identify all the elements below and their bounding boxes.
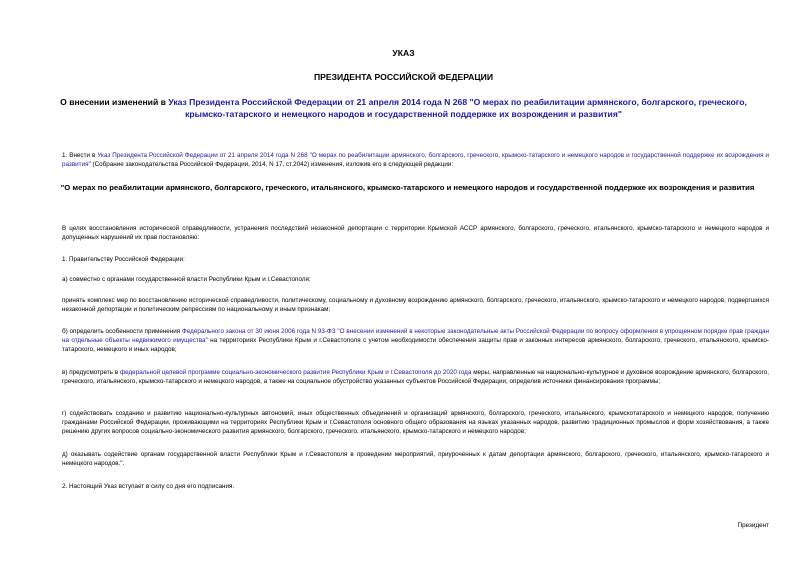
paragraph-g: г) содействовать созданию и развитию национально-культурных автономий, иных общественных объединений и организаций армянского, болгарского, греческого, итальянского, крымскотатарского и немецкого народов, получению гражданами Российской Федерации, проживающими на территориях Республики Крым и г.Севастополя основного общего образования на языках указанных народов, развитию традиционных промыслов и форм хозяйствования, а также решению других вопросов социально-экономического развития армянского, болгарского, греческого, итальянского, крымско-татарского и немецкого народов;	[62, 410, 769, 436]
paragraph-1-suffix: (Собрание законодательства Российской Федерации, 2014, N 17, ст.2042) изменения, изложив его в следующей редакции:	[90, 161, 454, 169]
paragraph-b	[62, 327, 769, 354]
paragraph-2: 2. Настоящий Указ вступает в силу со дня его подписания.	[62, 483, 235, 490]
signature-label: Президент	[737, 522, 769, 529]
quoted-title: "О мерах по реабилитации армянского, болгарского, греческого, итальянского, крымско-татарского и немецкого народов и государственной поддержке их возрождения и развития	[60, 183, 755, 192]
paragraph-b-prefix: б) определить особенности применения	[62, 328, 183, 335]
paragraph-a: а) совместно с органами государственной власти Республики Крым и г.Севастополя:	[62, 276, 311, 283]
decree-title: УКАЗ	[392, 48, 415, 58]
paragraph-1	[62, 151, 769, 169]
decree-subtitle: ПРЕЗИДЕНТА РОССИЙСКОЙ ФЕДЕРАЦИИ	[313, 72, 494, 82]
paragraph-1-prefix: 1. Внести в	[62, 152, 98, 159]
lead-prefix: О внесении изменений в	[60, 97, 169, 107]
paragraph-v	[62, 368, 769, 386]
paragraph-v-link[interactable]: федеральной целевой программе социально-экономического развития Республики Крым и г.Севастополя до 2020 года	[119, 369, 472, 376]
paragraph-government: 1. Правительству Российской Федерации:	[62, 256, 185, 263]
lead-heading	[46, 96, 761, 120]
paragraph-d: д) оказывать содействие органам государственной власти Республики Крым и г.Севастополя в проведении мероприятий, приуроченных к датам депортации армянского, болгарского, греческого, итальянского, крымско-татарского и немецкого народов.".	[62, 451, 769, 468]
lead-link[interactable]: Указ Президента Российской Федерации от 21 апреля 2014 года N 268 "О мерах по реабилитации армянского, болгарского, греческого, крымско-татарского и немецкого народов и государственной поддержке их возрождения и развития"	[168, 97, 747, 119]
paragraph-b-link[interactable]: Федерального закона от 30 июня 2006 года N 93-ФЗ "О внесении изменений в некоторые законодательные акты Российской Федерации по вопросу оформления в упрощенном порядке прав граждан на отдельные объекты недвижимого имущества"	[62, 328, 769, 345]
paragraph-b-suffix: на территориях Республики Крым и г.Севастополя с учетом необходимости обеспечения защиты прав и законных интересов армянского, болгарского, греческого, итальянского, крымско-татарского, немецкого и иных народов;	[62, 337, 769, 354]
paragraph-accept: принять комплекс мер по восстановлению исторической справедливости, политическому, социальному и духовному возрождению армянского, болгарского, греческого, итальянского, крымско-татарского и немецкого народов, подвергшихся незаконной депортации и политическим репрессиям по национальному и иным признакам;	[62, 297, 769, 314]
paragraph-1-link[interactable]: Указ Президента Российской Федерации от 21 апреля 2014 года N 268 "О мерах по реабилитации армянского, болгарского, греческого, крымско-татарского и немецкого народов и государственной поддержке их возрождения и развития"	[62, 152, 769, 169]
paragraph-v-prefix: в) предусмотреть в	[62, 369, 120, 376]
paragraph-v-suffix: меры, направленные на национально-культурное и духовное возрождение армянского, болгарского, греческого, итальянского, крымско-татарского и немецкого народов, а также на социальное обустройство указанных субъектов Российской Федерации, определив источники финансирования программы;	[62, 369, 770, 386]
paragraph-intro: В целях восстановления исторической справедливости, устранения последствий незаконной депортации с территории Крымской АССР армянского, болгарского, греческого, итальянского, крымско-татарского и немецкого народов и допущенных нарушений их прав постановляю:	[62, 225, 769, 242]
